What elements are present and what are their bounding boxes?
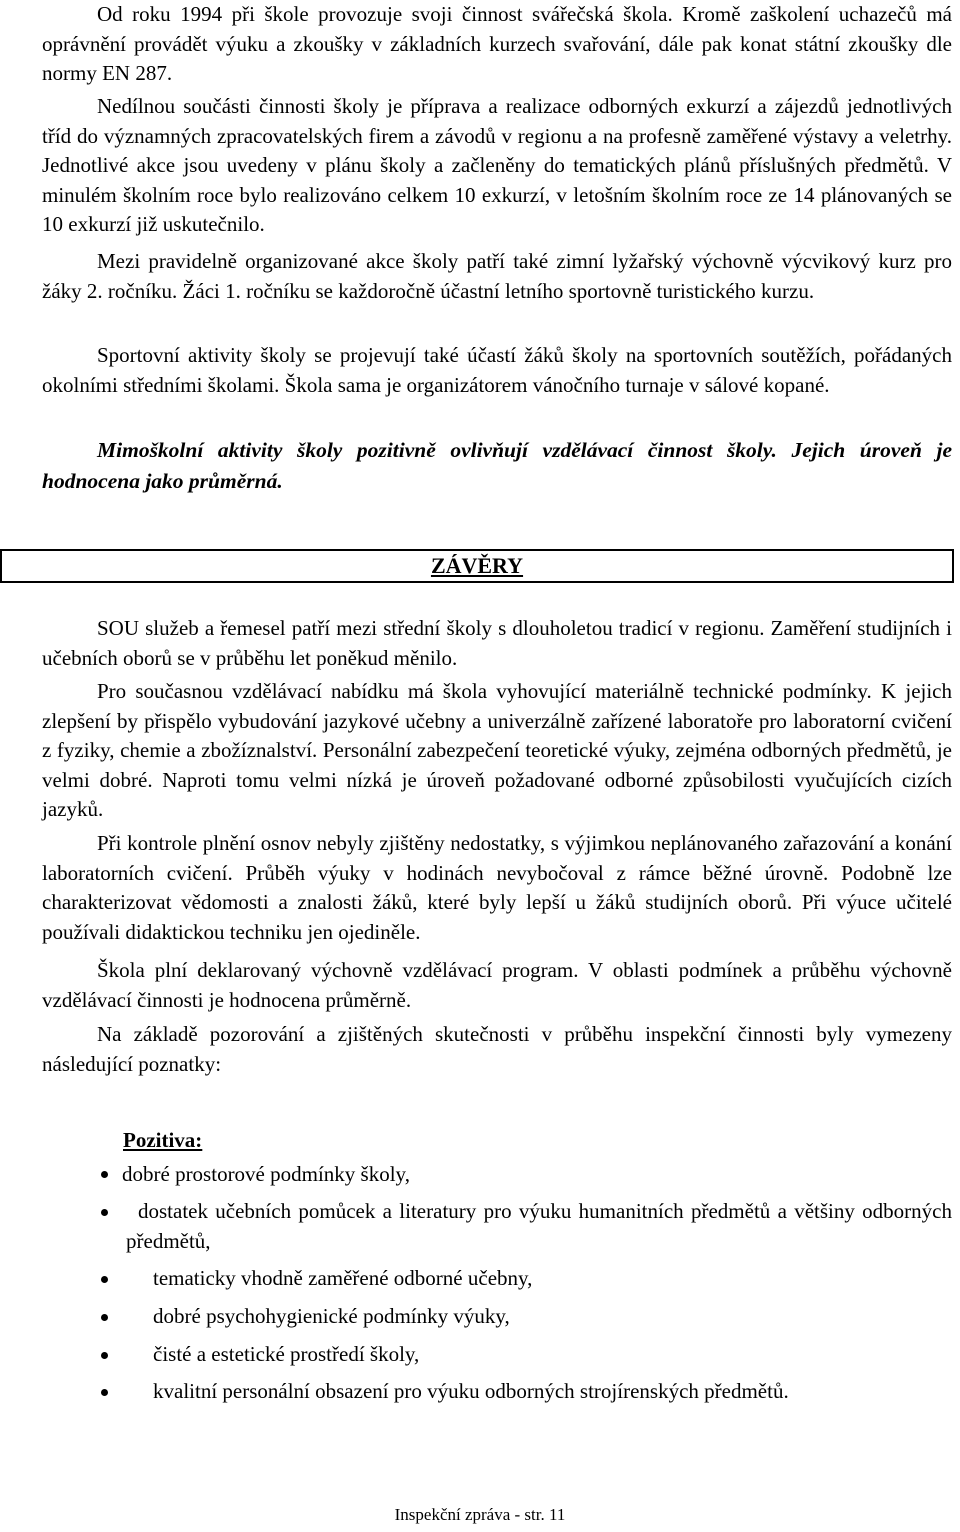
pozitiva-item: čisté a estetické prostředí školy, [153,1342,420,1366]
bullet-dot-icon [101,1209,108,1216]
paragraph-sport-activities: Sportovní aktivity školy se projevují také účastí žáků školy na sportovních soutěžích, pořádaných okolními středními školami. Škola sama je organizátorem vánočního turnaje v sálové kopané. [42,343,952,397]
section-heading-box [0,549,954,583]
section-heading: ZÁVĚRY [430,553,524,578]
bullet-dot-icon [101,1276,108,1283]
pozitiva-item: tematicky vhodně zaměřené odborné učebny, [153,1266,533,1290]
paragraph-excursions: Nedílnou součásti činnosti školy je příprava a realizace odborných exkurzí a zájezdů jednotlivých tříd do významných zpracovatelských firem a závodů v regionu a na profesně zaměřené výstavy a veletrhy. Jednotlivé akce jsou uvedeny v plánu školy a začleněny do tematických plánů příslušných předmětů. V minulém školním roce bylo realizováno celkem 10 exkurzí, v letošním školním roce ze 14 plánovaných se 10 exkurzí již uskutečnilo. [42,94,952,236]
pozitiva-title: Pozitiva: [123,1128,203,1152]
paragraph-ski-course: Mezi pravidelně organizované akce školy patří také zimní lyžařský výchovně výcvikový kurz pro žáky 2. ročníku. Žáci 1. ročníku se každoročně účastní letního sportovně turistického kurzu. [42,249,952,303]
paragraph-conclusion-curriculum: Při kontrole plnění osnov nebyly zjištěny nedostatky, s výjimkou neplánovaného zařazování a konání laboratorních cvičení. Průběh výuky v hodinách nevybočoval z rámce běžné úrovně. Podobně lze charakterizovat vědomosti a znalosti žáků, které byly lepší u žáků studijních oborů. Při výuce učitelé používali didaktickou techniku jen ojediněle. [42,831,952,944]
bullet-dot-icon [101,1314,108,1321]
paragraph-conclusion-tradition: SOU služeb a řemesel patří mezi střední školy s dlouholetou tradicí v regionu. Zaměření studijních i učebních oborů se v průběhu let poněkud měnilo. [42,616,952,670]
bullet-dot-icon [101,1352,108,1359]
bullet-dot-icon [101,1389,108,1396]
paragraph-conclusion-conditions: Pro současnou vzdělávací nabídku má škola vyhovující materiálně technické podmínky. K jejich zlepšení by přispělo vybudování jazykové učebny a univerzálně zařízené laboratoře pro laboratorní cvičení z fyziky, chemie a zbožíznalství. Personální zabezpečení teoretické výuky, zejména odborných předmětů, je velmi dobré. Naproti tomu velmi nízká je úroveň požadované odborné způsobilosti vyučujících cizích jazyků. [42,679,952,821]
bullet-dot-icon [101,1171,108,1178]
paragraph-conclusion-findings: Na základě pozorování a zjištěných skutečnosti v průběhu inspekční činnosti byly vymezeny následující poznatky: [42,1022,952,1076]
pozitiva-item: dobré prostorové podmínky školy, [122,1162,410,1186]
page-footer: Inspekční zpráva - str. 11 [394,1505,566,1524]
pozitiva-item: kvalitní personální obsazení pro výuku odborných strojírenských předmětů. [153,1379,789,1403]
paragraph-extracurricular-summary: Mimoškolní aktivity školy pozitivně ovlivňují vzdělávací činnost školy. Jejich úroveň je hodnocena jako průměrná. [42,438,952,493]
pozitiva-item [126,1197,952,1256]
paragraph-welding-school: Od roku 1994 při škole provozuje svoji činnost svářečská škola. Kromě zaškolení uchazečů má oprávnění provádět výuku a zkoušky v základních kurzech svařování, dále pak konat státní zkoušky dle normy EN 287. [42,2,952,85]
paragraph-conclusion-program: Škola plní deklarovaný výchovně vzdělávací program. V oblasti podmínek a průběhu výchovně vzdělávací činnosti je hodnocena průměrně. [42,958,952,1012]
pozitiva-item: dobré psychohygienické podmínky výuky, [153,1304,510,1328]
pozitiva-item-text: dostatek učebních pomůcek a literatury pro výuku humanitních předmětů a většiny odborných předmětů, [126,1199,952,1253]
